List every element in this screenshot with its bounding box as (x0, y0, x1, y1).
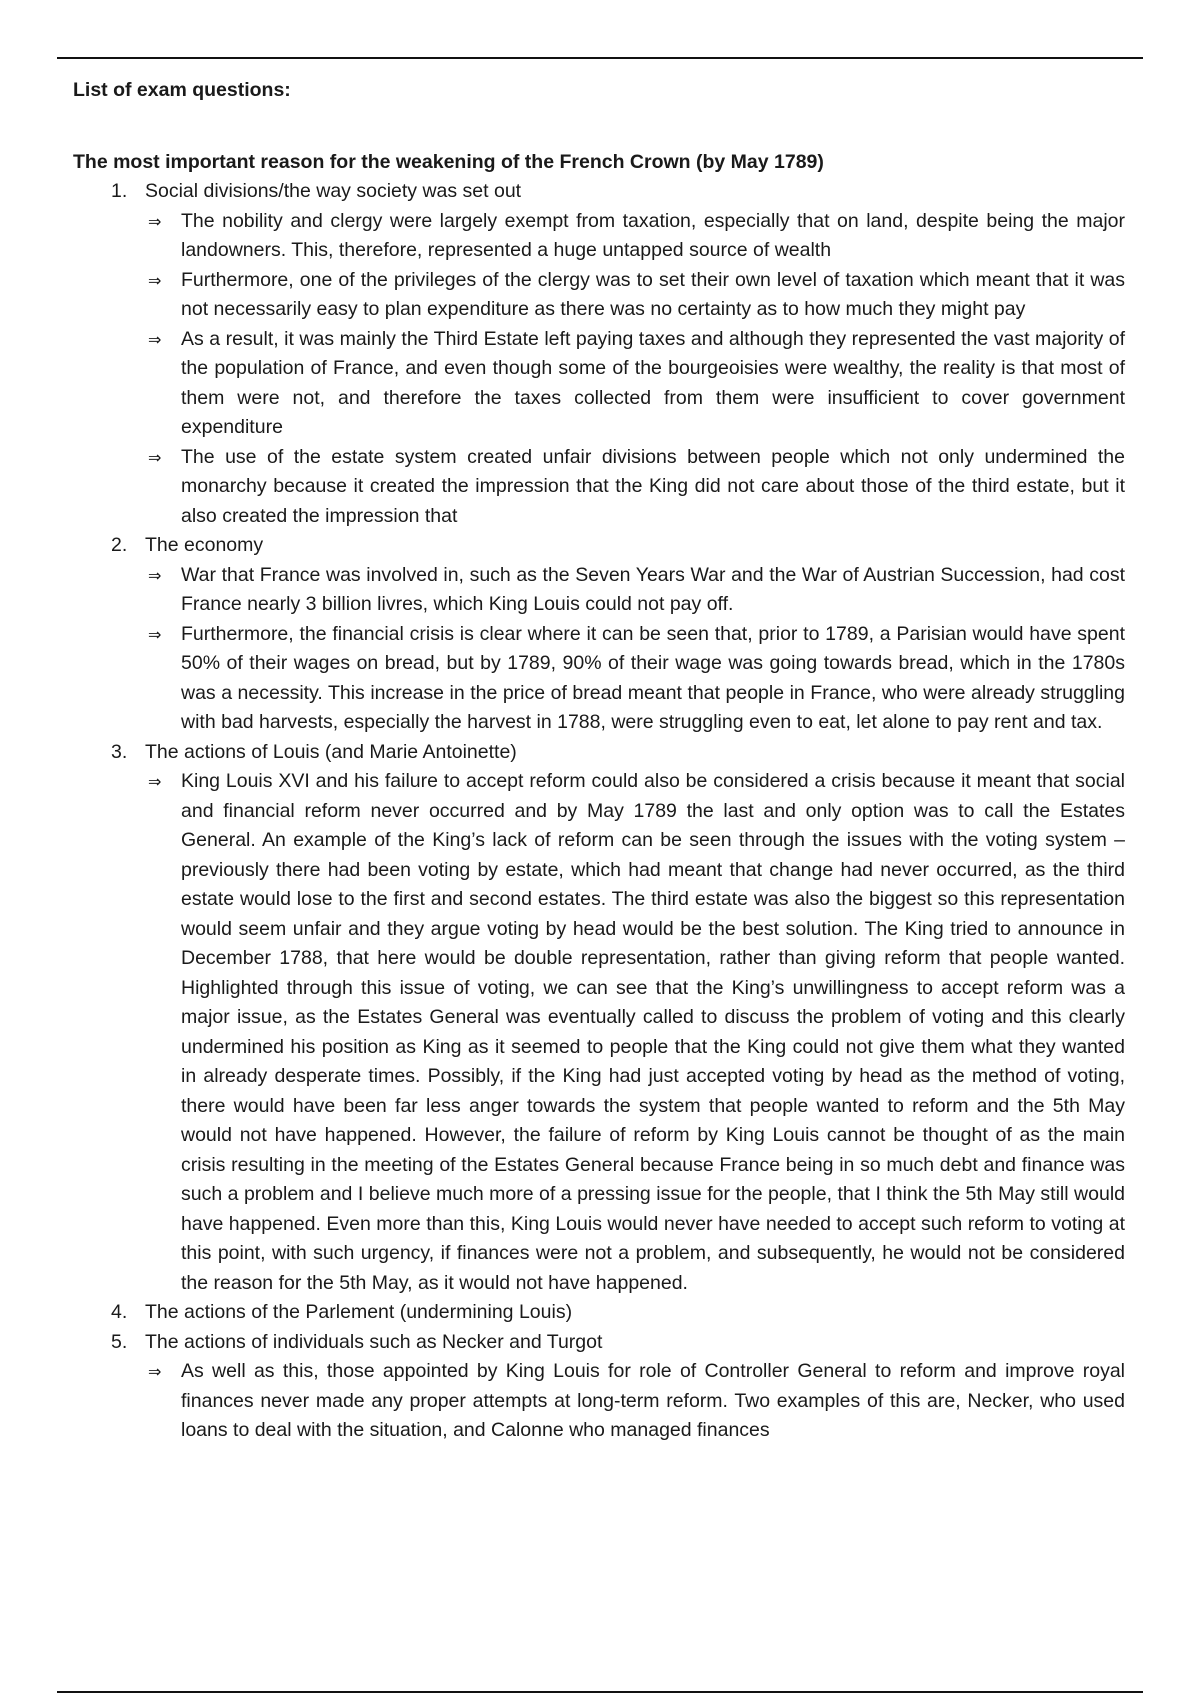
reason-item-5 (73, 1328, 1125, 1358)
reason-heading: Social divisions/the way society was set out (145, 180, 522, 202)
reason-number: 3. (111, 740, 128, 763)
document-body (73, 72, 1125, 1446)
arrow-icon: ⇒ (148, 1362, 162, 1381)
detail-item (73, 207, 1125, 266)
detail-text: As well as this, those appointed by King Louis for role of Controller General to reform and improve royal finances never made any proper attempts at long-term reform. Two examples of this are, Necker, who used loans to deal with the situation, and Calonne who managed finances (181, 1360, 1125, 1441)
reason-item-4 (73, 1298, 1125, 1328)
detail-text: Furthermore, the financial crisis is clear where it can be seen that, prior to 1789, a Parisian would have spent 50% of their wages on bread, but by 1789, 90% of their wage was going towards bread, which in the 1780s was a necessity. This increase in the price of bread meant that people in France, who were already struggling with bad harvests, especially the harvest in 1788, were struggling even to eat, let alone to pay rent and tax. (181, 622, 1125, 733)
reason-number: 2. (111, 534, 128, 556)
reason-item-2 (73, 531, 1125, 561)
detail-item (73, 443, 1125, 532)
list-title: List of exam questions: (73, 79, 291, 101)
arrow-icon: ⇒ (148, 270, 162, 290)
arrow-icon: ⇒ (148, 565, 162, 585)
bottom-rule (57, 1691, 1143, 1693)
detail-text: Furthermore, one of the privileges of the clergy was to set their own level of taxation which meant that it was not necessarily easy to plan expenditure as there was no certainty as to how much they might pay (181, 268, 1125, 320)
reason-1-details (73, 207, 1125, 532)
detail-item (73, 767, 1125, 1298)
detail-item (73, 266, 1125, 325)
reason-number: 1. (111, 180, 128, 202)
reasons-list (73, 177, 1125, 1446)
reason-2-details (73, 561, 1125, 738)
detail-text: As a result, it was mainly the Third Estate left paying taxes and although they represented the vast majority of the population of France, and even though some of the bourgeoisies were wealthy, the reality is that most of them were not, and therefore the taxes collected from them were insufficient to cover government expenditure (181, 327, 1125, 438)
reason-heading: The actions of Louis (and Marie Antoinette) (145, 740, 517, 763)
top-rule (57, 57, 1143, 59)
arrow-icon: ⇒ (148, 329, 162, 349)
detail-item (73, 1357, 1125, 1446)
detail-text: The nobility and clergy were largely exempt from taxation, especially that on land, despite being the major landowners. This, therefore, represented a huge untapped source of wealth (181, 209, 1125, 261)
arrow-icon: ⇒ (148, 772, 162, 791)
reason-item-1 (73, 177, 1125, 207)
arrow-icon: ⇒ (148, 447, 162, 467)
detail-text: The use of the estate system created unfair divisions between people which not only undermined the monarchy because it created the impression that the King did not care about those of the third estate, but it also created the impression that (181, 445, 1125, 527)
detail-text: War that France was involved in, such as the Seven Years War and the War of Austrian Succession, had cost France nearly 3 billion livres, which King Louis could not pay off. (181, 563, 1125, 615)
reason-3-details (73, 767, 1125, 1298)
section-title: The most important reason for the weakening of the French Crown (by May 1789) (73, 150, 824, 173)
reason-number: 4. (111, 1301, 128, 1323)
reason-item-3 (73, 738, 1125, 768)
detail-item (73, 620, 1125, 738)
reason-number: 5. (111, 1330, 128, 1353)
reason-heading: The economy (145, 534, 264, 556)
detail-text: King Louis XVI and his failure to accept reform could also be considered a crisis because it meant that social and financial reform never occurred and by May 1789 the last and only option was to call the Estates General. An example of the King’s lack of reform can be seen through the issues with the voting system – previously there had been voting by estate, which had meant that change had never occurred, as the third estate would lose to the first and second estates. The third estate was also the biggest so this representation would seem unfair and they argue voting by head would be the best solution. The King tried to announce in December 1788, that here would be double representation, rather than giving reform that people wanted. Highlighted through this issue of voting, we can see that the King’s unwillingness to accept reform was a major issue, as the Estates General was eventually called to discuss the problem of voting and this clearly undermined his position as King as it seemed to people that the King could not give them what they wanted in already desperate times. Possibly, if the King had just accepted voting by head as the method of voting, there would have been far less anger towards the system that people wanted to reform and the 5th May would not have happened. However, the failure of reform by King Louis cannot be thought of as the main crisis resulting in the meeting of the Estates General because France being in so much debt and finance was such a problem and I believe much more of a pressing issue for the people, that I think the 5th May still would have happened. Even more than this, King Louis would never have needed to accept such reform to voting at this point, with such urgency, if finances were not a problem, and subsequently, he would not be considered the reason for the 5th May, as it would not have happened. (181, 770, 1125, 1294)
reason-5-details (73, 1357, 1125, 1446)
reason-heading: The actions of the Parlement (undermining Louis) (145, 1301, 573, 1323)
reason-heading: The actions of individuals such as Necker and Turgot (145, 1330, 603, 1353)
detail-item (73, 561, 1125, 620)
arrow-icon: ⇒ (148, 211, 162, 231)
detail-item (73, 325, 1125, 443)
arrow-icon: ⇒ (148, 624, 162, 644)
